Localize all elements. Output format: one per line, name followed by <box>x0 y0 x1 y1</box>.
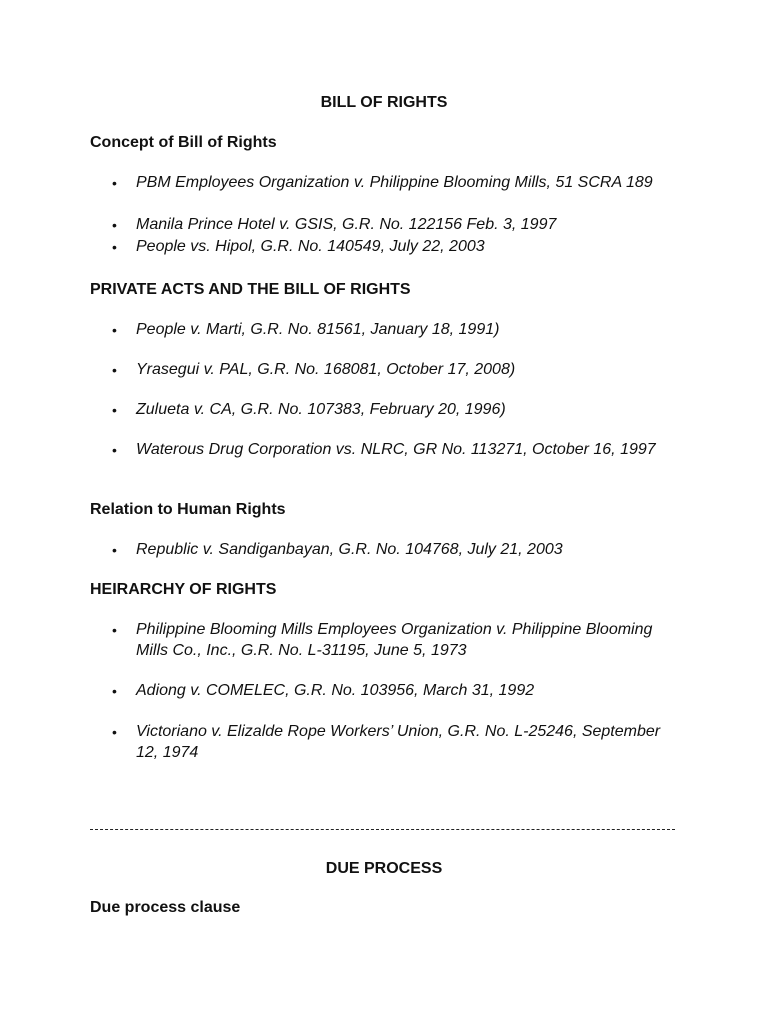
list-item-text: Zulueta v. CA, G.R. No. 107383, February 20, 1996) <box>136 401 506 418</box>
list-item-text: Adiong v. COMELEC, G.R. No. 103956, March 31, 1992 <box>136 682 535 699</box>
section-heading-hierarchy: HEIRARCHY OF RIGHTS <box>90 581 277 598</box>
list-item <box>112 237 672 258</box>
list-item <box>112 440 672 461</box>
bullet-icon: • <box>112 724 117 740</box>
list-item <box>112 320 672 341</box>
list-item <box>112 215 672 236</box>
list-item-text: Waterous Drug Corporation vs. NLRC, GR No. 113271, October 16, 1997 <box>136 441 656 458</box>
list-item <box>112 722 672 763</box>
bullet-icon: • <box>112 217 117 233</box>
bullet-icon: • <box>112 542 117 558</box>
section-divider <box>90 829 675 830</box>
bullet-icon: • <box>112 683 117 699</box>
bullet-icon: • <box>112 175 117 191</box>
bullet-icon: • <box>112 402 117 418</box>
list-item <box>112 620 672 661</box>
list-item-text: Yrasegui v. PAL, G.R. No. 168081, October 17, 2008) <box>136 361 516 378</box>
list-item <box>112 681 672 702</box>
section-heading-private-acts: PRIVATE ACTS AND THE BILL OF RIGHTS <box>90 281 411 298</box>
list-item <box>112 173 672 194</box>
bullet-icon: • <box>112 442 117 458</box>
list-item-text: Philippine Blooming Mills Employees Organization v. Philippine Blooming Mills Co., Inc., G.R. No. L-31195, June 5, 1973 <box>136 621 653 659</box>
list-item <box>112 400 672 421</box>
list-item-text: Republic v. Sandiganbayan, G.R. No. 104768, July 21, 2003 <box>136 541 563 558</box>
document-title-due-process: DUE PROCESS <box>325 860 443 877</box>
list-item-text: Manila Prince Hotel v. GSIS, G.R. No. 122156 Feb. 3, 1997 <box>136 216 557 233</box>
list-item-text: People vs. Hipol, G.R. No. 140549, July 22, 2003 <box>136 238 485 255</box>
bullet-icon: • <box>112 622 117 638</box>
section-heading-due-process-clause: Due process clause <box>90 899 241 916</box>
section-heading-human-rights: Relation to Human Rights <box>90 501 286 518</box>
document-title: BILL OF RIGHTS <box>320 94 448 111</box>
bullet-icon: • <box>112 239 117 255</box>
bullet-icon: • <box>112 322 117 338</box>
list-item <box>112 360 672 381</box>
list-item-text: PBM Employees Organization v. Philippine Blooming Mills, 51 SCRA 189 <box>136 174 653 191</box>
section-heading-concept: Concept of Bill of Rights <box>90 134 277 151</box>
list-item-text: People v. Marti, G.R. No. 81561, January 18, 1991) <box>136 321 500 338</box>
list-item-text: Victoriano v. Elizalde Rope Workers’ Union, G.R. No. L-25246, September 12, 1974 <box>136 723 661 761</box>
bullet-icon: • <box>112 362 117 378</box>
list-item <box>112 540 672 561</box>
